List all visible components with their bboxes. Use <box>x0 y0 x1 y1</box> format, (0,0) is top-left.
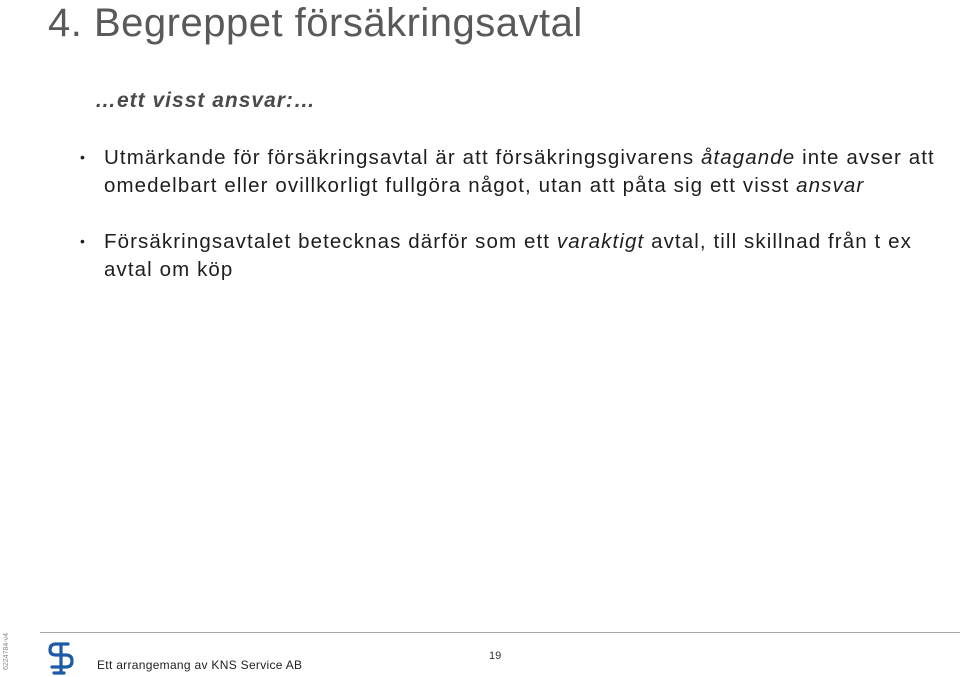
bullet-text-emphasis: varaktigt <box>556 230 645 253</box>
bullet-item <box>80 144 940 199</box>
bullet-item <box>80 228 940 283</box>
footer-divider <box>40 632 960 633</box>
document-id: 6224784-v4 <box>2 633 10 670</box>
bullet-list <box>80 144 940 283</box>
bullet-text-part: inte avser att omedelbart eller ovillkorligt fullgöra något, utan att påta sig ett visst <box>104 146 935 197</box>
slide-subtitle: …ett visst ansvar:… <box>95 89 316 112</box>
bullet-text-emphasis: åtagande <box>700 146 796 169</box>
bullet-text-emphasis: ansvar <box>796 173 865 197</box>
bullet-text-part: Försäkringsavtalet betecknas därför som ett <box>104 230 557 253</box>
page-number: 19 <box>489 650 502 662</box>
kns-logo-icon <box>46 640 76 676</box>
bullet-text-part: Utmärkande för försäkringsavtal är att försäkringsgivarens <box>104 146 701 169</box>
organizer-text: Ett arrangemang av KNS Service AB <box>97 658 303 672</box>
bullet-text-part: avtal, till skillnad från t ex avtal om köp <box>104 230 912 281</box>
bullet-dot-icon: • <box>80 149 87 165</box>
slide-title: 4. Begreppet försäkringsavtal <box>48 1 583 45</box>
bullet-dot-icon: • <box>80 233 87 249</box>
